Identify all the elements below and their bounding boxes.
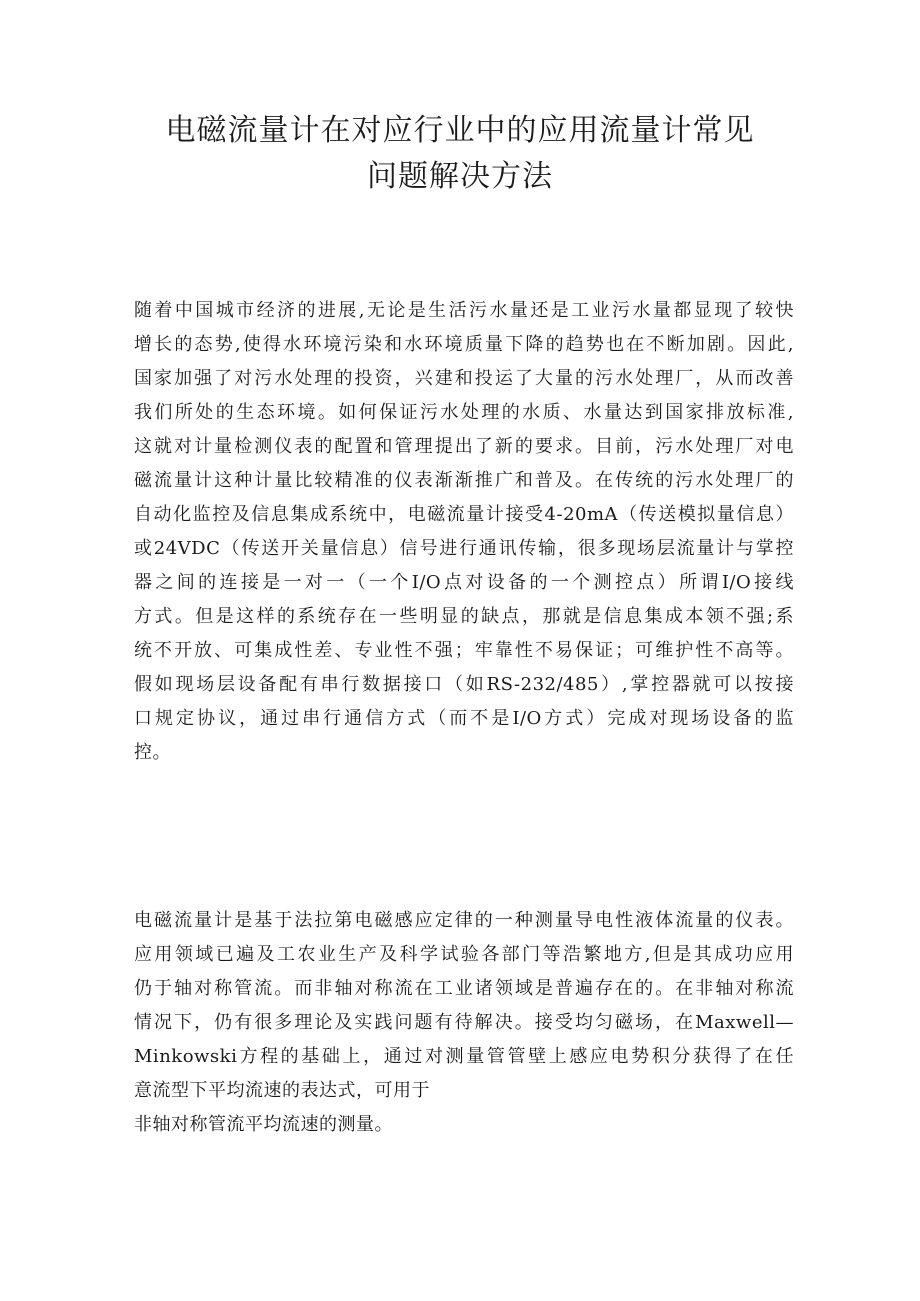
text-line: 口规定协议，通过串行通信方式（而不是I/O方式）完成对现场设备的监 xyxy=(134,708,794,729)
text-line: 磁流量计这种计量比较精准的仪表渐渐推广和普及。在传统的污水处理厂的 xyxy=(134,470,794,491)
text-line: 国家加强了对污水处理的投资，兴建和投运了大量的污水处理厂，从而改善 xyxy=(134,368,794,389)
title-line: 问题解决方法 xyxy=(367,159,553,194)
body-paragraph xyxy=(134,294,794,770)
document-title xyxy=(0,108,920,200)
text-line: 增长的态势,使得水环境污染和水环境质量下降的趋势也在不断加剧。因此, xyxy=(134,334,794,355)
title-line: 电磁流量计在对应行业中的应用流量计常见 xyxy=(165,113,755,148)
text-line: 自动化监控及信息集成系统中，电磁流量计接受4-20mA（传送模拟量信息） xyxy=(134,504,794,525)
text-line: 仍于轴对称管流。而非轴对称流在工业诸领域是普遍存在的。在非轴对称流 xyxy=(134,978,794,999)
body-paragraph xyxy=(134,904,794,1142)
text-line: 意流型下平均流速的表达式，可用于 xyxy=(134,1080,430,1101)
text-line: 随着中国城市经济的进展,无论是生活污水量还是工业污水量都显现了较快 xyxy=(134,300,794,321)
text-line: 控。 xyxy=(134,742,171,763)
text-line: 方式。但是这样的系统存在一些明显的缺点，那就是信息集成本领不强;系 xyxy=(134,606,794,627)
text-line: 我们所处的生态环境。如何保证污水处理的水质、水量达到国家排放标准, xyxy=(134,402,794,423)
text-line: 这就对计量检测仪表的配置和管理提出了新的要求。目前，污水处理厂对电 xyxy=(134,436,794,457)
text-line: 统不开放、可集成性差、专业性不强；牢靠性不易保证；可维护性不高等。 xyxy=(134,640,794,661)
text-line: 器之间的连接是一对一（一个I/O点对设备的一个测控点）所谓I/O接线 xyxy=(134,572,794,593)
text-line: Minkowski方程的基础上，通过对测量管管壁上感应电势积分获得了在任 xyxy=(134,1046,794,1067)
text-line: 非轴对称管流平均流速的测量。 xyxy=(134,1114,393,1135)
text-line: 假如现场层设备配有串行数据接口（如RS-232/485）,掌控器就可以按接 xyxy=(134,674,794,695)
text-line: 电磁流量计是基于法拉第电磁感应定律的一种测量导电性液体流量的仪表。 xyxy=(134,910,794,931)
text-line: 情况下，仍有很多理论及实践问题有待解决。接受均匀磁场，在Maxwell— xyxy=(134,1012,794,1033)
text-line: 或24VDC（传送开关量信息）信号进行通讯传输，很多现场层流量计与掌控 xyxy=(134,538,794,559)
text-line: 应用领域已遍及工农业生产及科学试验各部门等浩繁地方,但是其成功应用 xyxy=(134,944,794,965)
